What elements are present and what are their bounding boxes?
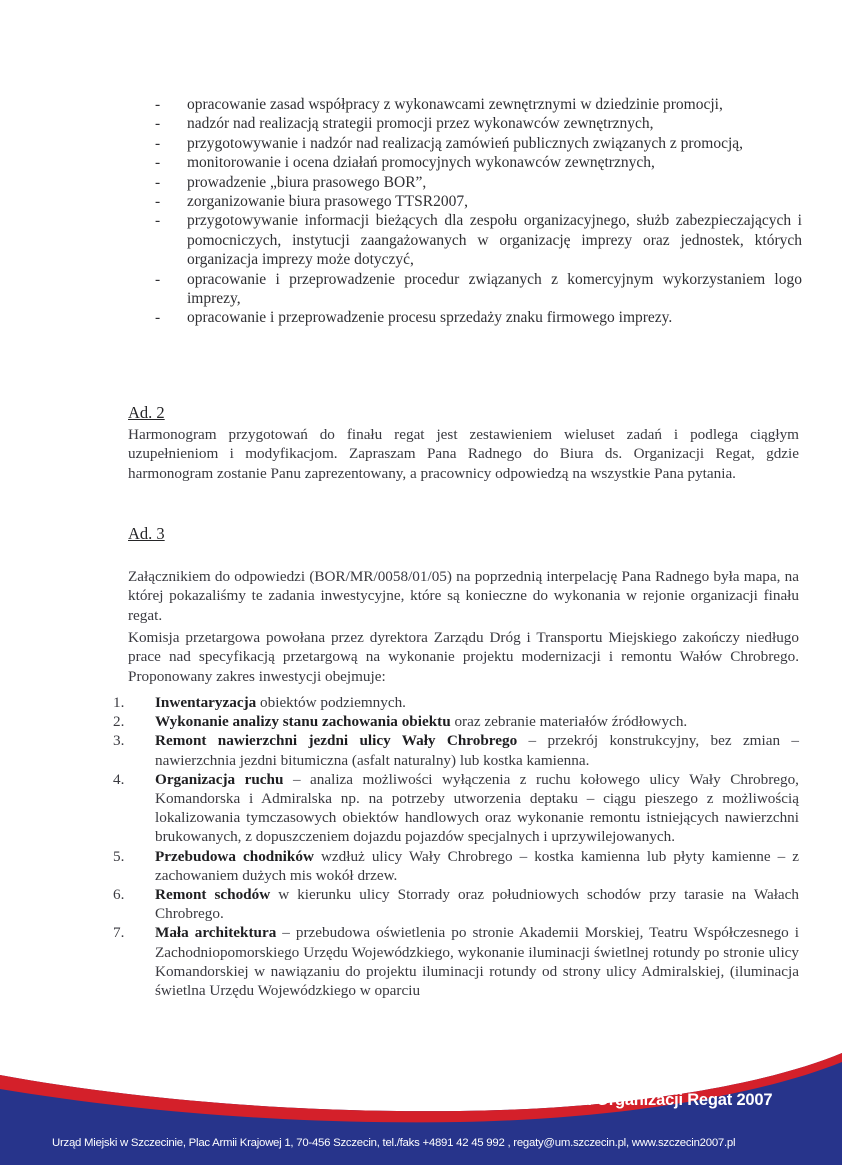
task-item: - opracowanie i przeprowadzenie procedur związanych z komercyjnym wykorzystaniem logo imprezy, (155, 270, 802, 308)
investment-item (113, 712, 799, 731)
task-list (152, 95, 802, 328)
investment-item (113, 693, 799, 712)
ad2-paragraph: Harmonogram przygotowań do finału regat jest zestawieniem wieluset zadań i podlega ciągłym uzupełnieniom i modyfikacjom. Zapraszam Pana Radnego do Biura ds. Organizacji Regat, gdzie harmonogram zostanie Panu zaprezentowany, a pracownicy odpowiedzą na wszystkie Pana pytania. (128, 426, 799, 482)
item-description: wzdłuż ulicy Wały Chrobrego – kostka kamienna lub płyty kamienne – z zachowaniem dużych mis wokół drzew. (155, 847, 799, 884)
dash-bullet: - (155, 309, 161, 327)
item-number: 5. (113, 847, 125, 865)
task-item: - nadzór nad realizacją strategii promocji przez wykonawców zewnętrznych, (155, 115, 654, 133)
task-item: - opracowanie zasad współpracy z wykonawcami zewnętrznymi w dziedzinie promocji, (155, 96, 723, 113)
item-description: – przebudowa oświetlenia po stronie Akademii Morskiej, Teatru Współczesnego i Zachodniopomorskiego Urzędu Wojewódzkiego, wykonanie iluminacji świetlnej rotundy po stronie ulicy Komandorskiej w nawiązaniu do projektu iluminacji rotundy od strony ulicy Admiralskiej, (iluminacja świetlna Urzędu Wojewódzkiego w oparciu (155, 924, 799, 1000)
task-item: - zorganizowanie biura prasowego TTSR2007, (155, 193, 468, 211)
dash-bullet: - (155, 134, 161, 152)
item-number: 1. (113, 694, 125, 711)
footer-office-name: Biuro ds. Organizacji Regat 2007 (522, 1091, 773, 1109)
item-description: w kierunku ulicy Storrady oraz południowych schodów przy tarasie na Wałach Chrobrego. (155, 886, 799, 923)
dash-bullet: - (155, 212, 161, 230)
investment-item (113, 885, 799, 923)
investment-item (113, 770, 799, 847)
item-keyword: Organizacja ruchu (155, 770, 284, 788)
task-item: - przygotowywanie i nadzór nad realizacją zamówień publicznych związanych z promocją, (155, 134, 744, 152)
ad3-heading: Ad. 3 (128, 524, 165, 543)
ad3-paragraph-map: Załącznikiem do odpowiedzi (BOR/MR/0058/01/05) na poprzednią interpelację Pana Radnego była mapa, na której pokazaliśmy te zadania inwestycyjne, które są konieczne do wykonania w rejonie organizacji finału regat. (128, 568, 799, 624)
item-number: 3. (113, 732, 125, 750)
ad3-paragraph-commission: Komisja przetargowa powołana przez dyrektora Zarządu Dróg i Transportu Miejskiego zakończy niedługo prace nad specyfikacją przetargową na wykonanie projektu modernizacji i remontu Wałów Chrobrego. Proponowany zakres inwestycji obejmuje: (128, 629, 799, 685)
item-description: oraz zebranie materiałów źródłowych. (450, 713, 688, 731)
item-keyword: Przebudowa chodników (155, 847, 314, 865)
item-number: 7. (113, 924, 125, 942)
task-item: - monitorowanie i ocena działań promocyjnych wykonawców zewnętrznych, (155, 154, 655, 172)
item-keyword: Remont schodów (155, 886, 271, 904)
item-keyword: Remont nawierzchni jezdni ulicy Wały Chrobrego (155, 732, 518, 750)
footer-contact-address: Urząd Miejski w Szczecinie, Plac Armii Krajowej 1, 70-456 Szczecin, tel./faks +4891 42 45 992 , regaty@um.szczecin.pl, www.szczecin2007.pl (52, 1137, 736, 1149)
task-item: - przygotowywanie informacji bieżących dla zespołu organizacyjnego, służb zabezpieczających i pomocniczych, instytucji zaangażowanych w organizację imprezy oraz jednostek, których organizacja imprezy może dotyczyć, (155, 212, 802, 269)
investment-scope-list (113, 693, 799, 1000)
item-description: – przekrój konstrukcyjny, bez zmian – nawierzchnia jezdni bitumiczna (asfalt naturalny) lub kostka kamienna. (155, 732, 799, 769)
dash-bullet: - (155, 96, 161, 113)
item-number: 2. (113, 713, 125, 731)
item-description: – analiza możliwości wyłączenia z ruchu kołowego ulicy Wały Chrobrego, Komandorska i Admiralska np. na potrzeby utworzenia deptaku – ciągu pieszego z możliwością lokalizowania tymczasowych obiektów handlowych oraz wykonanie remontu istniejących nawierzchni brukowanych, z dopuszczeniem dojazdu pojazdów specjalnych i uprzywilejowanych. (155, 770, 799, 846)
dash-bullet: - (155, 154, 161, 172)
ad2-heading: Ad. 2 (128, 403, 165, 422)
dash-bullet: - (155, 270, 161, 288)
dash-bullet: - (155, 115, 161, 133)
item-keyword: Mała architektura (155, 924, 277, 942)
investment-item (113, 923, 799, 1000)
item-number: 4. (113, 770, 125, 788)
investment-item (113, 847, 799, 885)
task-item: - prowadzenie „biura prasowego BOR”, (155, 173, 427, 191)
item-keyword: Wykonanie analizy stanu zachowania obiektu (155, 713, 451, 731)
item-number: 6. (113, 886, 125, 904)
item-keyword: Inwentaryzacja (155, 694, 257, 711)
task-item: - opracowanie i przeprowadzenie procesu sprzedaży znaku firmowego imprezy. (155, 309, 673, 327)
item-description: obiektów podziemnych. (256, 694, 406, 711)
investment-item (113, 731, 799, 769)
dash-bullet: - (155, 173, 161, 191)
dash-bullet: - (155, 193, 161, 211)
